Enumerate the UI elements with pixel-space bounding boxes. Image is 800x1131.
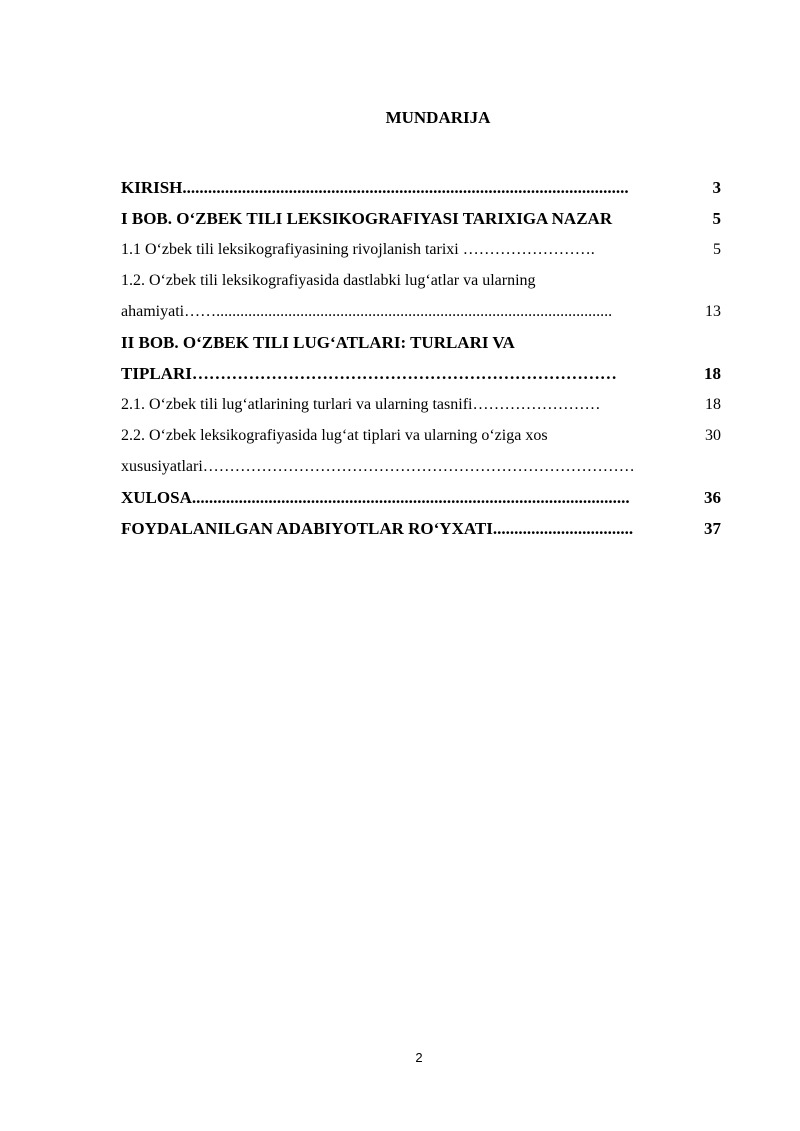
- toc-entry-text: KIRISH.........................................................................................................: [121, 178, 629, 197]
- toc-page-number: 5: [713, 241, 721, 258]
- toc-entry-text: 2.2. O‘zbek leksikografiyasida lug‘at tiplari va ularning o‘ziga xos: [121, 427, 548, 444]
- toc-entry-section-1-1[interactable]: [121, 234, 726, 265]
- toc-page-number: 30: [705, 427, 721, 444]
- toc-entry-chapter-1[interactable]: [121, 203, 726, 234]
- toc-entry-text: TIPLARI…………………………………………………………………: [121, 364, 617, 383]
- toc-page-number: 37: [704, 519, 721, 538]
- toc-entry-section-2-2-line2[interactable]: [121, 451, 726, 482]
- toc-entry-section-1-2-line2[interactable]: [121, 296, 726, 327]
- page-number: 2: [415, 1050, 423, 1065]
- toc-page-number: 13: [705, 303, 721, 320]
- toc-page-number: 36: [704, 488, 721, 507]
- toc-entry-xulosa[interactable]: [121, 482, 726, 513]
- toc-entry-section-2-1[interactable]: [121, 389, 726, 420]
- toc-entry-section-2-2-line1[interactable]: [121, 420, 726, 451]
- toc-entry-text: 1.1 O‘zbek tili leksikografiyasining rivojlanish tarixi …………………….: [121, 241, 595, 258]
- toc-entry-chapter-2-line2[interactable]: [121, 358, 726, 389]
- toc-entry-text: I BOB. O‘ZBEK TILI LEKSIKOGRAFIYASI TARIXIGA NAZAR: [121, 209, 613, 228]
- toc-entry-text: II BOB. O‘ZBEK TILI LUG‘ATLARI: TURLARI VA: [121, 333, 515, 352]
- toc-page-number: 3: [712, 178, 721, 197]
- toc-entry-text: 2.1. O‘zbek tili lug‘atlarining turlari va ularning tasnifi……………………: [121, 396, 601, 413]
- page-title: MUNDARIJA: [385, 108, 491, 127]
- toc-page-number: 18: [704, 364, 721, 383]
- toc-entry-text: FOYDALANILGAN ADABIYOTLAR RO‘YXATI.................................: [121, 519, 634, 538]
- toc-entry-text: ahamiyati……...................................................................................................: [121, 303, 613, 320]
- toc-entry-text: XULOSA.......................................................................................................: [121, 488, 630, 507]
- toc-page-number: 18: [705, 396, 721, 413]
- table-of-contents: [121, 172, 726, 544]
- toc-entry-kirish[interactable]: [121, 172, 726, 203]
- toc-page-number: 5: [712, 209, 721, 228]
- toc-entry-bibliography[interactable]: [121, 513, 726, 544]
- toc-entry-text: 1.2. O‘zbek tili leksikografiyasida dastlabki lug‘atlar va ularning: [121, 272, 536, 289]
- toc-entry-chapter-2-line1[interactable]: [121, 327, 726, 358]
- toc-entry-text: xususiyatlari………………………………………………………………………: [121, 458, 635, 475]
- toc-entry-section-1-2-line1[interactable]: [121, 265, 726, 296]
